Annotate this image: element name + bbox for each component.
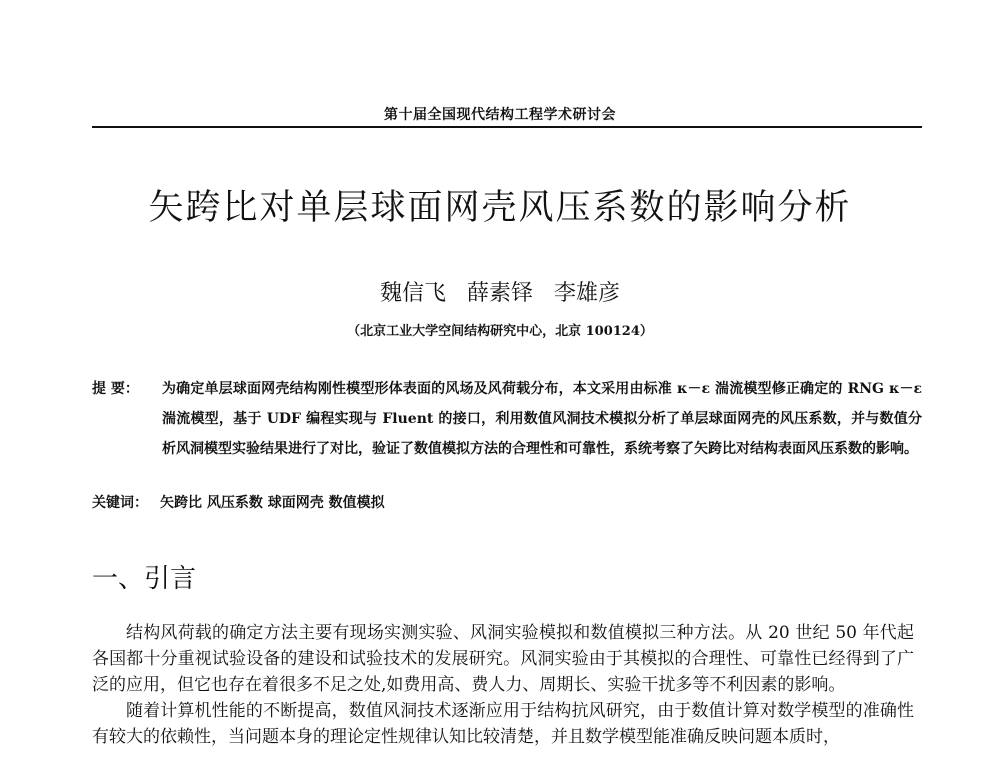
authors: 魏信飞 薛素铎 李雄彦 — [380, 281, 620, 306]
keywords-text: 矢跨比 风压系数 球面网壳 数值模拟 — [160, 495, 385, 511]
abstract-text: 为确定单层球面网壳结构刚性模型形体表面的风场及风荷载分布，本文采用由标准 κ－ε 湍流模型修正确定的 RNG κ－ε 湍流模型，基于 UDF 编程实现与 Fluent 的接口，利用数值风洞技术模拟分析了单层球面网壳的风压系数，并与数值分析风洞模型实验结果进行了对比，验证了数值模拟方法的合理性和可靠性，系统考察了矢跨比对结构表面风压系数的影响。 — [162, 381, 922, 457]
paper-title: 矢跨比对单层球面网壳风压系数的影响分析 — [148, 188, 852, 228]
section-body — [92, 620, 914, 750]
paragraph: 随着计算机性能的不断提高，数值风洞技术逐渐应用于结构抗风研究，由于数值计算对数学模型的准确性有较大的依赖性，当问题本身的理论定性规律认知比较清楚，并且数学模型能准确反映问题本质时， — [92, 701, 914, 747]
header-rule — [92, 126, 922, 128]
running-header: 第十届全国现代结构工程学术研讨会 — [384, 107, 616, 123]
paragraph: 结构风荷载的确定方法主要有现场实测实验、风洞实验模拟和数值模拟三种方法。从 20 世纪 50 年代起各国都十分重视试验设备的建设和试验技术的发展研究。风洞实验由于其模拟的合理性、可靠性已经得到了广泛的应用，但它也存在着很多不足之处,如费用高、费人力、周期长、实验干扰多等不利因素的影响。 — [92, 623, 914, 695]
abstract — [92, 374, 922, 464]
keywords-label: 关键词： — [92, 495, 148, 511]
abstract-label: 提 要： — [92, 381, 139, 397]
affiliation: （北京工业大学空间结构研究中心，北京 100124） — [347, 324, 653, 339]
section-heading: 一、引言 — [92, 564, 197, 594]
keywords — [92, 492, 922, 514]
